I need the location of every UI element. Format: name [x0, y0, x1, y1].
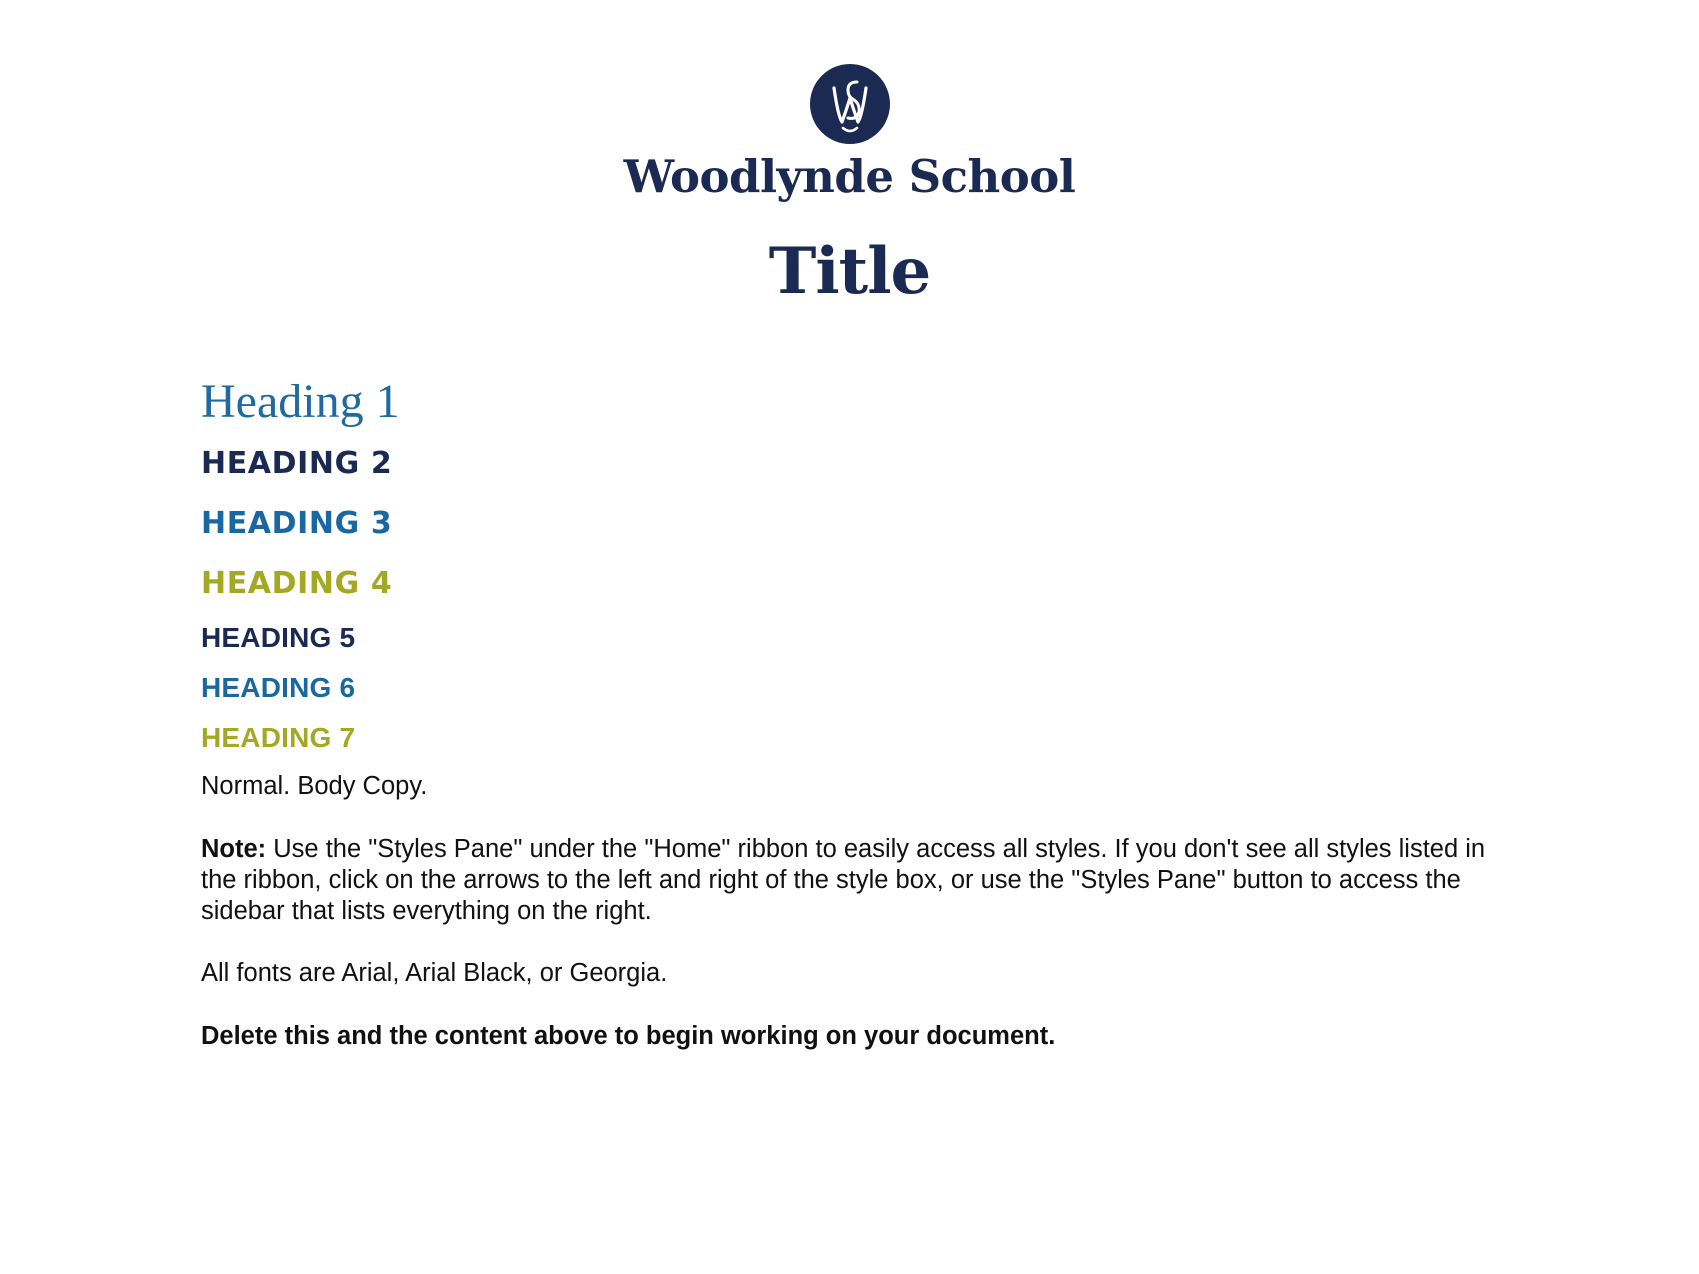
heading-7[interactable]: HEADING 7 [201, 722, 356, 753]
heading-2[interactable]: HEADING 2 [201, 446, 393, 481]
ws-monogram-icon [810, 64, 890, 144]
document-title[interactable]: Title [768, 234, 931, 309]
heading-4[interactable]: HEADING 4 [201, 566, 393, 601]
note-paragraph[interactable] [201, 834, 1521, 927]
heading-3[interactable]: HEADING 3 [201, 506, 393, 541]
heading-5[interactable]: HEADING 5 [201, 622, 356, 653]
fonts-paragraph[interactable]: All fonts are Arial, Arial Black, or Georgia. [201, 959, 668, 987]
logo [0, 64, 1699, 149]
school-name: Woodlynde School [623, 150, 1076, 203]
heading-6[interactable]: HEADING 6 [201, 672, 356, 703]
delete-notice[interactable]: Delete this and the content above to begin working on your document. [201, 1022, 1056, 1050]
heading-1[interactable]: Heading 1 [201, 375, 400, 428]
normal-body-copy[interactable]: Normal. Body Copy. [201, 772, 428, 800]
note-text: Use the "Styles Pane" under the "Home" ribbon to easily access all styles. If you don't see all styles listed in the ribbon, click on the arrows to the left and right of the style box, or use the "Styles Pane" button to access the sidebar that lists everything on the right. [201, 835, 1486, 925]
note-label: Note: [201, 835, 267, 863]
